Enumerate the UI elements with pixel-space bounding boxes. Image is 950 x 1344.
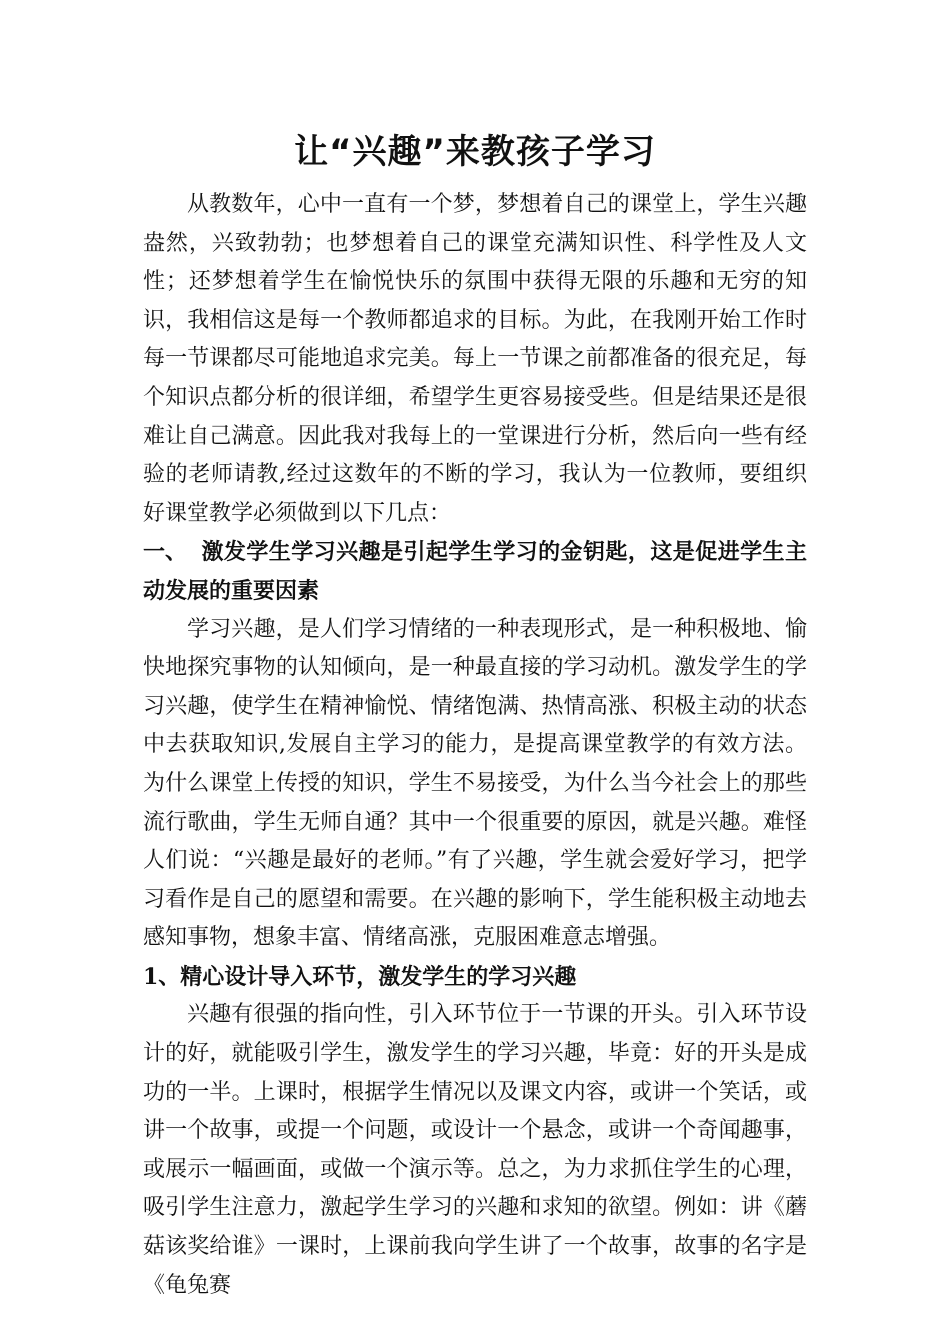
intro-paragraph: 从教数年，心中一直有一个梦，梦想着自己的课堂上，学生兴趣盎然，兴致勃勃；也梦想着自己的课堂充满知识性、科学性及人文性；还梦想着学生在愉悦快乐的氛围中获得无限的乐趣和无穷的知识，我相信这是每一个教师都追求的目标。为此，在我刚开始工作时每一节课都尽可能地追求完美。每上一节课之前都准备的很充足，每个知识点都分析的很详细，希望学生更容易接受些。但是结果还是很难让自己满意。因此我对我每上的一堂课进行分析，然后向一些有经验的老师请教,经过这数年的不断的学习，我认为一位教师，要组织好课堂教学必须做到以下几点： <box>143 192 807 526</box>
section-number: 一、 <box>143 539 188 566</box>
section-heading-1 <box>143 533 807 610</box>
document-title: 让“兴趣”来教孩子学习 <box>294 132 656 172</box>
section1-paragraph: 学习兴趣，是人们学习情绪的一种表现形式，是一种积极地、愉快地探究事物的认知倾向，是一种最直接的学习动机。激发学生的学习兴趣，使学生在精神愉悦、情绪饱满、热情高涨、积极主动的状态中去获取知识,发展自主学习的能力，是提高课堂教学的有效方法。为什么课堂上传授的知识，学生不易接受，为什么当今社会上的那些流行歌曲，学生无师自通？其中一个很重要的原因，就是兴趣。难怪人们说：“兴趣是最好的老师。”有了兴趣，学生就会爱好学习，把学习看作是自己的愿望和需要。在兴趣的影响下，学生能积极主动地去感知事物，想象丰富、情绪高涨，克服困难意志增强。 <box>143 616 807 951</box>
document-body <box>143 186 807 1305</box>
document-page <box>143 0 807 1305</box>
subsection-heading-1: 1、精心设计导入环节，激发学生的学习兴趣 <box>143 963 577 990</box>
section-heading-text: 激发学生学习兴趣是引起学生学习的金钥匙，这是促进学生主动发展的重要因素 <box>143 539 807 604</box>
subsection1-paragraph: 兴趣有很强的指向性，引入环节位于一节课的开头。引入环节设计的好，就能吸引学生，激发学生的学习兴趣，毕竟：好的开头是成功的一半。上课时，根据学生情况以及课文内容，或讲一个笑话，或讲一个故事，或提一个问题，或设计一个悬念，或讲一个奇闻趣事，或展示一幅画面，或做一个演示等。总之，为力求抓住学生的心理，吸引学生注意力，激起学生学习的兴趣和求知的欲望。例如：讲《蘑菇该奖给谁》一课时，上课前我向学生讲了一个故事，故事的名字是《龟兔赛 <box>143 1002 807 1298</box>
